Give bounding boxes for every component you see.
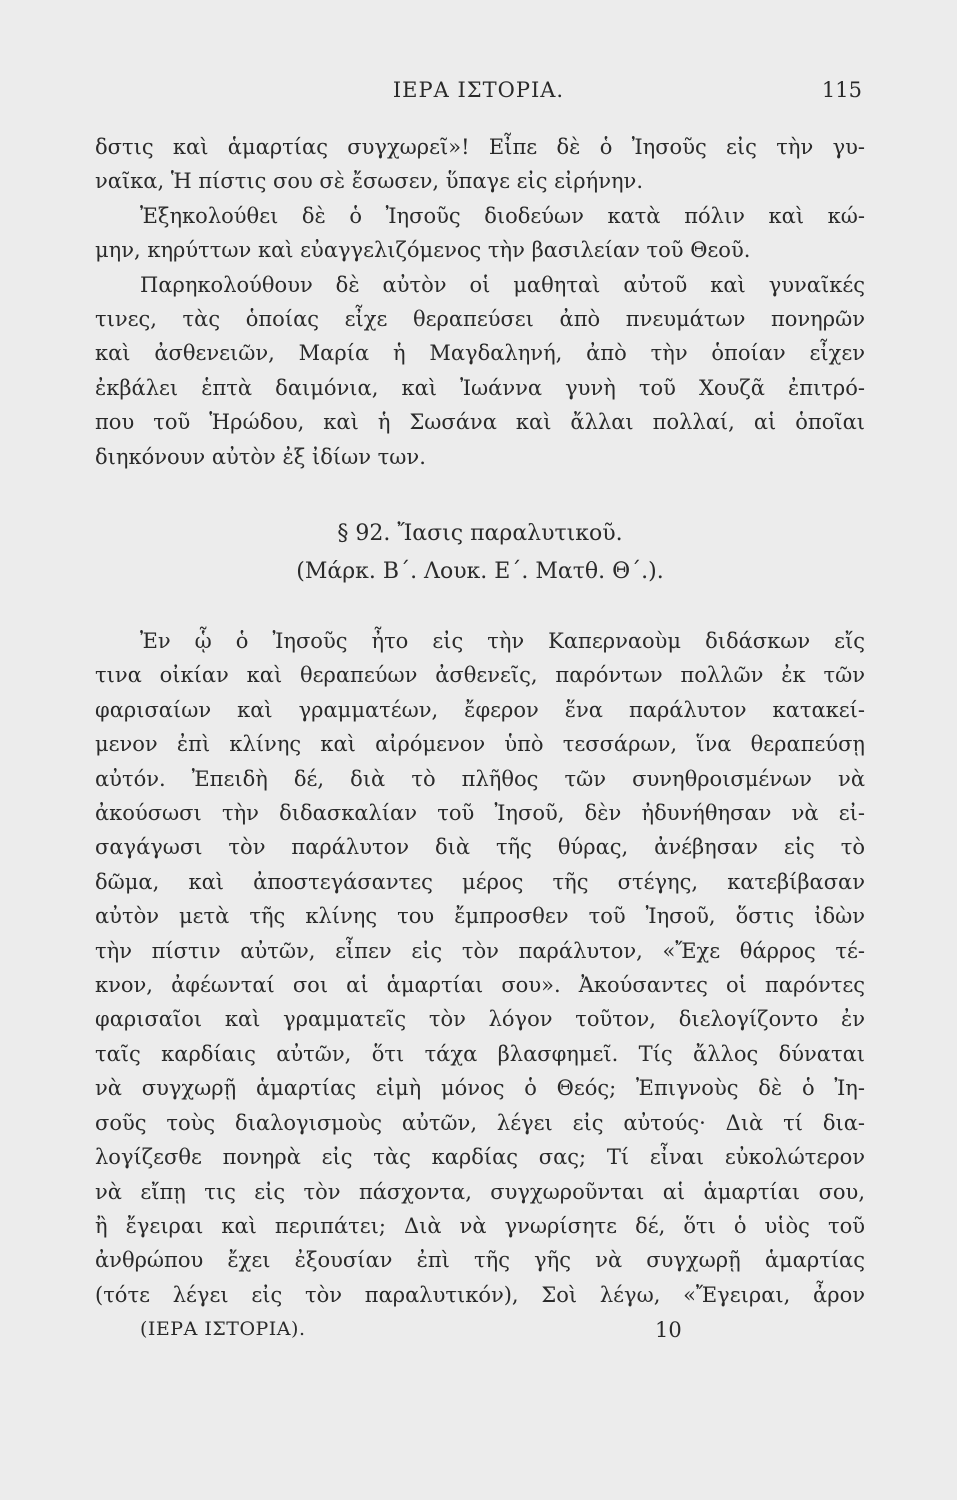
section-heading: § 92. Ἴασις παραλυτικοῦ. [337,521,623,546]
text-line: μην, κηρύττων καὶ εὐαγγελιζόμενος τὴν βασιλείαν τοῦ Θεοῦ. [95,238,751,263]
text-line: τινες, τὰς ὁποίας εἶχε θεραπεύσει ἀπὸ πνευμάτων πονηρῶν [95,307,865,332]
text-line: διηκόνουν αὐτὸν ἐξ ἰδίων των. [95,444,426,469]
running-title: ΙΕΡΑ ΙΣΤΟΡΙΑ. [392,78,565,102]
text-line: αὐτὸν μετὰ τῆς κλίνης του ἔμπροσθεν τοῦ Ἰησοῦ, ὅστις ἰδὼν [95,904,865,929]
text-line: Ἐν ᾧ ὁ Ἰησοῦς ἦτο εἰς τὴν Καπερναοὺμ διδάσκων εἴς [140,629,865,653]
section-heading-block [95,515,865,591]
text-line: ἐκβάλει ἑπτὰ δαιμόνια, καὶ Ἰωάννα γυνὴ τοῦ Χουζᾶ ἐπιτρό- [95,375,865,400]
signature-number: 10 [655,1318,682,1342]
text-line: τινα οἰκίαν καὶ θεραπεύων ἀσθενεῖς, παρόντων πολλῶν ἐκ τῶν [95,663,865,688]
text-line: νὰ εἴπῃ τις εἰς τὸν πάσχοντα, συγχωροῦνται αἱ ἁμαρτίαι σου, [95,1179,865,1204]
text-line: λογίζεσθε πονηρὰ εἰς τὰς καρδίας σας; Τί εἶναι εὐκολώτερον [95,1145,865,1170]
text-line: φαρισαῖοι καὶ γραμματεῖς τὸν λόγον τοῦτον, διελογίζοντο ἐν [95,1007,865,1032]
text-line: ἀνθρώπου ἔχει ἐξουσίαν ἐπὶ τῆς γῆς νὰ συγχωρῇ ἁμαρτίας [95,1248,865,1273]
text-line: ταῖς καρδίαις αὐτῶν, ὅτι τάχα βλασφημεῖ. Τίς ἄλλος δύναται [95,1041,865,1066]
text-line: δστις καὶ ἁμαρτίας συγχωρεῖ»! Εἶπε δὲ ὁ Ἰησοῦς εἰς τὴν γυ- [95,135,865,159]
text-line: ναῖκα, Ἡ πίστις σου σὲ ἔσωσεν, ὕπαγε εἰς εἰρήνην. [95,169,643,194]
page-number: 115 [821,78,862,102]
text-line: νὰ συγχωρῇ ἁμαρτίας εἰμὴ μόνος ὁ Θεός; Ἐπιγνοὺς δὲ ὁ Ἰη- [95,1076,865,1101]
text-line: που τοῦ Ἡρώδου, καὶ ἡ Σωσάνα καὶ ἄλλαι πολλαί, αἱ ὁποῖαι [95,410,865,435]
text-line: δῶμα, καὶ ἀποστεγάσαντες μέρος τῆς στέγης, κατεβίβασαν [95,869,865,894]
section-references: (Μάρκ. Β΄. Λουκ. Ε΄. Ματθ. Θ΄.). [296,559,664,584]
text-line: μενον ἐπὶ κλίνης καὶ αἰρόμενον ὑπὸ τεσσάρων, ἵνα θεραπεύσῃ [95,732,865,757]
text-line: ἢ ἔγειραι καὶ περιπάτει; Διὰ νὰ γνωρίσητε δέ, ὅτι ὁ υἱὸς τοῦ [95,1213,865,1238]
text-line: Ἐξηκολούθει δὲ ὁ Ἰησοῦς διοδεύων κατὰ πόλιν καὶ κώ- [140,203,865,228]
text-line: σαγάγωσι τὸν παράλυτον διὰ τῆς θύρας, ἀνέβησαν εἰς τὸ [95,835,865,860]
running-head [95,78,862,108]
text-line: κνον, ἀφέωνταί σοι αἱ ἁμαρτίαι σου». Ἀκούσαντες οἱ παρόντες [95,973,865,998]
text-line: (τότε λέγει εἰς τὸν παραλυτικόν), Σοὶ λέγω, «Ἔγειραι, ἆρον [95,1282,865,1307]
text-block-2 [95,624,865,1312]
text-line: Παρηκολούθουν δὲ αὐτὸν οἱ μαθηταὶ αὐτοῦ καὶ γυναῖκές [140,272,865,297]
text-block-1 [95,130,865,474]
signature-title: (ΙΕΡΑ ΙΣΤΟΡΙΑ). [140,1318,306,1340]
text-line: σοῦς τοὺς διαλογισμοὺς αὐτῶν, λέγει εἰς αὐτούς· Διὰ τί δια- [95,1110,865,1135]
text-line: φαρισαίων καὶ γραμματέων, ἔφερον ἕνα παράλυτον κατακεί- [95,697,865,722]
text-line: καὶ ἀσθενειῶν, Μαρία ἡ Μαγδαληνή, ἀπὸ τὴν ὁποίαν εἶχεν [95,341,865,366]
text-line: τὴν πίστιν αὐτῶν, εἶπεν εἰς τὸν παράλυτον, «Ἔχε θάρρος τέ- [95,938,865,963]
text-line: αὐτόν. Ἐπειδὴ δέ, διὰ τὸ πλῆθος τῶν συνηθροισμένων νὰ [95,766,865,791]
text-line: ἀκούσωσι τὴν διδασκαλίαν τοῦ Ἰησοῦ, δὲν ἠδυνήθησαν νὰ εἰ- [95,801,865,826]
